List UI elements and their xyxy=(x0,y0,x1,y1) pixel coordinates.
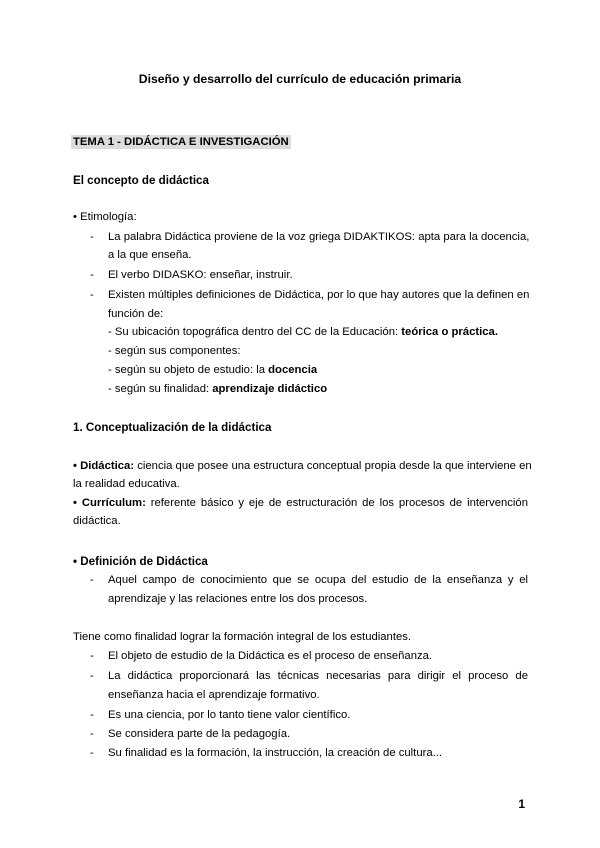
finalidad-intro: Tiene como finalidad lograr la formación integral de los estudiantes. xyxy=(73,631,412,643)
didactica-definition-line2: la realidad educativa. xyxy=(73,478,180,490)
list-dash: - xyxy=(90,289,94,301)
page-number: 1 xyxy=(518,797,525,811)
etimologia-item-3-line2: función de: xyxy=(108,308,164,320)
section1-heading: 1. Conceptualización de la didáctica xyxy=(73,421,272,434)
curriculum-definition-line2: didáctica. xyxy=(73,515,121,527)
document-title: Diseño y desarrollo del currículo de educación primaria xyxy=(138,72,462,86)
etimologia-item-1-line1: La palabra Didáctica proviene de la voz griega DIDAKTIKOS: apta para la docencia, xyxy=(108,231,530,243)
finalidad-item-1: El objeto de estudio de la Didáctica es el proceso de enseñanza. xyxy=(108,650,433,662)
etimologia-item-3-line1: Existen múltiples definiciones de Didáctica, por lo que hay autores que la definen en xyxy=(108,289,530,301)
list-dash: - xyxy=(90,747,94,759)
etimologia-item-1-line2: a la que enseña. xyxy=(108,249,192,261)
list-dash: - xyxy=(90,709,94,721)
definicion-heading: • Definición de Didáctica xyxy=(73,555,208,568)
definicion-line2: aprendizaje y las relaciones entre los dos procesos. xyxy=(108,593,368,605)
sub-item-4: - según su finalidad: aprendizaje didáctico xyxy=(108,383,328,395)
etimologia-item-2: El verbo DIDASKO: enseñar, instruir. xyxy=(108,269,293,281)
curriculum-definition-line1: • Currículum: referente básico y eje de estructuración de los procesos de intervención xyxy=(73,497,528,509)
sub-item-2: - según sus componentes: xyxy=(108,345,241,357)
sub-item-3: - según su objeto de estudio: la docencia xyxy=(108,364,318,376)
list-dash: - xyxy=(90,728,94,740)
list-dash: - xyxy=(90,574,94,586)
didactica-definition-line1: • Didáctica: ciencia que posee una estructura conceptual propia desde la que interviene en xyxy=(73,460,532,472)
etimologia-label: • Etimología: xyxy=(73,211,137,223)
list-dash: - xyxy=(90,670,94,682)
definicion-line1: Aquel campo de conocimiento que se ocupa del estudio de la enseñanza y el xyxy=(108,574,528,586)
finalidad-item-4: Se considera parte de la pedagogía. xyxy=(108,728,291,740)
finalidad-item-2-line2: enseñanza hacia el aprendizaje formativo. xyxy=(108,689,320,701)
finalidad-item-3: Es una ciencia, por lo tanto tiene valor científico. xyxy=(108,709,351,721)
list-dash: - xyxy=(90,269,94,281)
concepto-heading: El concepto de didáctica xyxy=(73,174,209,187)
tema-heading: TEMA 1 - DIDÁCTICA E INVESTIGACIÓN xyxy=(73,136,289,148)
list-dash: - xyxy=(90,650,94,662)
finalidad-item-5: Su finalidad es la formación, la instrucción, la creación de cultura... xyxy=(108,747,443,759)
sub-item-1: - Su ubicación topográfica dentro del CC de la Educación: teórica o práctica. xyxy=(108,326,498,338)
finalidad-item-2-line1: La didáctica proporcionará las técnicas necesarias para dirigir el proceso de xyxy=(108,670,528,682)
list-dash: - xyxy=(90,231,94,243)
